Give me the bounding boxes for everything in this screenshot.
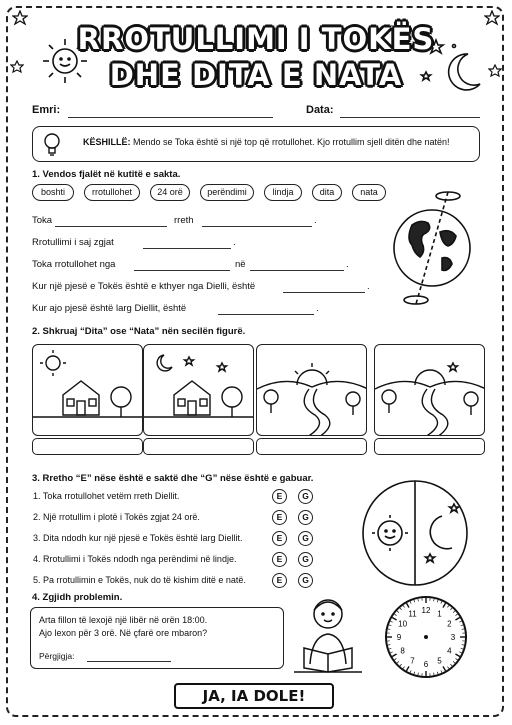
answer-field[interactable] [87,661,171,662]
clock-number: 10 [398,619,408,629]
clock-number: 2 [447,619,452,629]
blank-field[interactable] [134,270,230,271]
clock-tick [418,599,419,601]
clock-tick [461,625,463,626]
clock-tick [397,611,399,613]
clock-number: 4 [447,646,452,656]
clock-number: 12 [421,606,431,615]
clock-tick [453,611,455,613]
lightbulb-icon [41,131,63,157]
day-night-circle-icon [350,478,480,588]
statement-item: 5. Pa rrotullimin e Tokës, nuk do të kishim ditë e natë. [33,575,246,585]
word-card[interactable]: rrotullohet [84,184,140,201]
word-card[interactable]: boshti [32,184,74,201]
sentence-2-end: . [233,237,236,248]
statement-item: 2. Një rrotullim i plotë i Tokës zgjat 24 orë. [33,512,200,522]
answer-box[interactable] [143,438,254,455]
clock-tick [456,614,458,615]
word-card[interactable]: nata [352,184,386,201]
sentence-4-part-a: Kur një pjesë e Tokës është e kthyer nga Dielli, është [32,281,256,292]
false-option[interactable]: G [298,531,313,546]
blank-field[interactable] [283,292,365,293]
problem-line-1: Arta fillon të lexojë një libër në orën 18:00. [39,615,208,625]
done-button[interactable]: JA, IA DOLE! [174,683,334,709]
clock-tick [410,601,411,603]
clock-tick [459,652,461,653]
clock-tick [434,599,435,601]
answer-box[interactable] [32,438,143,455]
clock-tick [397,661,399,663]
clock-tick [462,629,464,630]
clock-number: 7 [410,656,415,666]
clock-tick [392,654,396,657]
sentence-1-part-a: Toka [32,215,53,226]
analog-clock-icon [376,592,476,682]
clock-number: 5 [437,656,442,666]
clock-tick [400,608,402,610]
clock-tick [443,666,446,670]
date-field[interactable] [340,117,480,118]
tip-text: Mendo se Toka është si një top që rrotullohet. Kjo rrotullim sjell ditën dhe natën! [133,137,450,147]
sentence-1-part-b: rreth [174,215,194,226]
true-option[interactable]: E [272,489,287,504]
clock-tick [456,658,458,659]
clock-tick [441,601,442,603]
clock-tick [453,661,455,663]
clock-tick [443,603,446,607]
clock-tick [407,666,410,670]
word-card[interactable]: perëndimi [200,184,254,201]
page-title-line-2: DHE DITA E NATA [109,58,403,92]
scene-sunset-river [374,344,485,436]
clock-tick [462,645,464,646]
clock-tick [389,648,391,649]
clock-tick [450,664,452,666]
section-2-title: 2. Shkruaj “Dita” ose “Nata” nën secilën figurë. [32,326,246,337]
clock-tick [418,673,419,675]
statement-item: 4. Rrotullimi i Tokës ndodh nga perëndimi në lindje. [33,554,237,564]
false-option[interactable]: G [298,510,313,525]
clock-tick [434,673,435,675]
clock-tick [390,621,392,622]
clock-tick [461,648,463,649]
problem-line-2: Ajo lexon për 3 orë. Në çfarë ore mbaron? [39,628,208,638]
clock-number: 8 [400,646,405,656]
page-title-line-1: RROTULLIMI I TOKËS [77,22,435,56]
clock-tick [394,658,396,659]
clock-tick [414,672,415,674]
clock-tick [437,600,438,602]
tip-label: KËSHILLË: [83,137,131,147]
clock-tick [403,667,404,669]
rotating-globe-icon [382,180,482,315]
true-option[interactable]: E [272,552,287,567]
clock-tick [441,670,442,672]
clock-tick [447,605,448,607]
name-label: Emri: [32,104,61,116]
girl-reading-icon [288,592,368,678]
word-card[interactable]: 24 orë [150,184,190,201]
blank-field[interactable] [218,314,314,315]
problem-box [30,607,284,669]
sentence-3-part-b: në [235,259,246,270]
clock-number: 11 [408,609,417,619]
clock-tick [407,603,410,607]
clock-tick [392,618,396,621]
clock-tick [388,629,390,630]
false-option[interactable]: G [298,552,313,567]
clock-tick [390,652,392,653]
section-1-title: 1. Vendos fjalët në kutitë e sakta. [32,169,181,180]
clock-number: 9 [396,633,402,642]
tip-box [32,126,480,162]
clock-number: 3 [450,633,456,642]
sentence-3-part-a: Toka rrotullohet nga [32,259,116,270]
sentence-5-end: . [316,303,319,314]
clock-tick [410,670,411,672]
clock-tick [437,672,438,674]
scene-night-house [143,344,254,436]
statement-item: 1. Toka rrotullohet vetëm rreth Diellit. [33,491,180,501]
answer-box[interactable] [374,438,485,455]
clock-tick [403,605,404,607]
sentence-3-end: . [346,259,349,270]
clock-number: 6 [423,660,429,669]
clock-tick [389,625,391,626]
true-option[interactable]: E [272,510,287,525]
sentence-2-part-a: Rrotullimi i saj zgjat [32,237,114,248]
blank-field[interactable] [250,270,344,271]
blank-field[interactable] [55,226,167,227]
statement-item: 3. Dita ndodh kur një pjesë e Tokës është larg Diellit. [33,533,243,543]
word-card[interactable]: lindja [264,184,302,201]
true-option[interactable]: E [272,531,287,546]
clock-number: 1 [437,609,442,619]
sentence-1-end: . [314,215,317,226]
scene-sunrise-river [256,344,367,436]
section-3-title: 3. Rretho “E” nëse është e saktë dhe “G” nëse është e gabuar. [32,473,314,484]
scene-day-house [32,344,143,436]
section-4-title: 4. Zgjidh problemin. [32,592,123,603]
clock-tick [447,667,448,669]
false-option[interactable]: G [298,489,313,504]
clock-tick [450,608,452,610]
blank-field[interactable] [202,226,312,227]
clock-tick [394,614,396,615]
clock-tick [400,664,402,666]
sentence-5-part-a: Kur ajo pjesë është larg Diellit, është [32,303,187,314]
answer-label: Përgjigja: [39,651,75,661]
name-field[interactable] [68,117,273,118]
clock-tick [455,654,459,657]
word-card[interactable]: dita [312,184,342,201]
sentence-4-end: . [367,281,370,292]
blank-field[interactable] [143,248,231,249]
clock-tick [388,645,390,646]
answer-box[interactable] [256,438,367,455]
date-label: Data: [306,104,334,116]
false-option[interactable]: G [298,573,313,588]
clock-tick [414,600,415,602]
clock-tick [455,618,459,621]
true-option[interactable]: E [272,573,287,588]
clock-tick [459,621,461,622]
